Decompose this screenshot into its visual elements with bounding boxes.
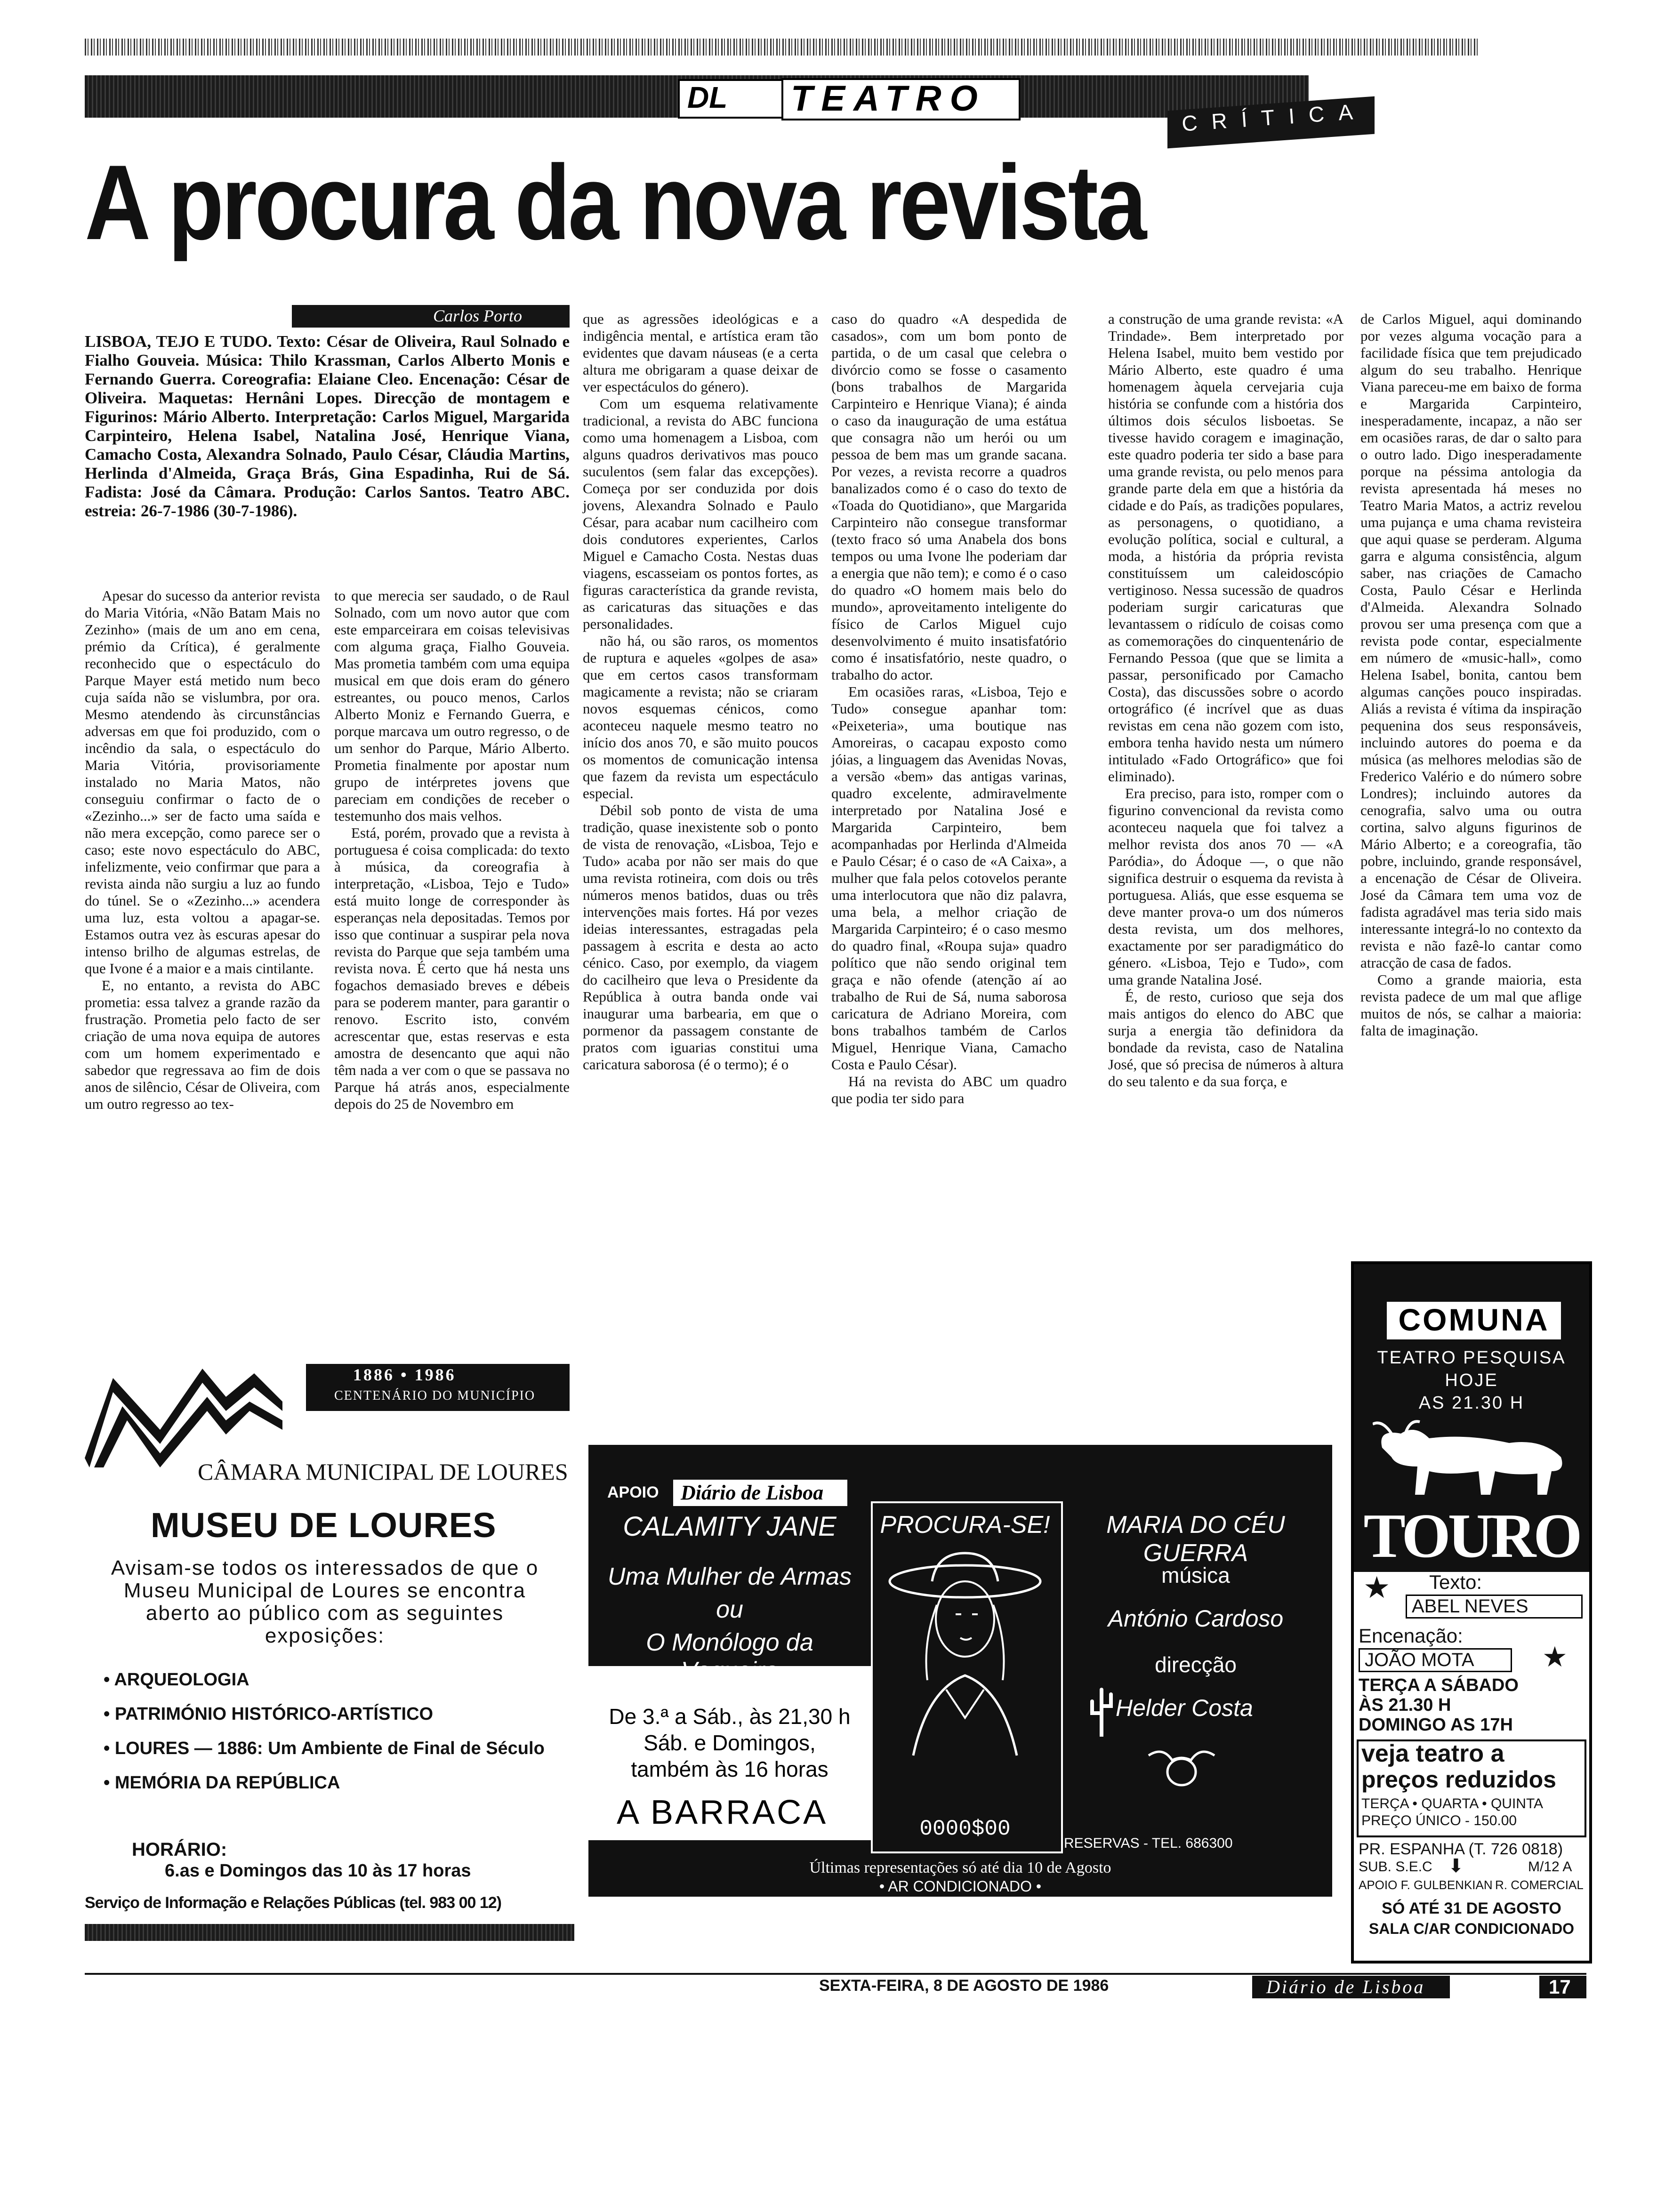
show-subtitle-1: Uma Mulher de Armas — [607, 1563, 852, 1590]
paragraph: Era preciso, para isto, romper com o figurino convencional da revista como aconteceu naquela que foi talvez a melhor revista dos anos 70 — «A Paródia», do Ádoque —, o que não significa destruir o esquema da revista à portuguesa. Aliás, que esse esquema se deve manter prova-o um dos números desta revista, um dos melhores, exactamente por ser paradigmático do género. «Lisboa, Tejo e Tudo», com uma grande Natalina José. — [1108, 785, 1343, 988]
paragraph: Está, porém, provado que a revista à portuguesa é coisa complicada: do texto à música, da coreografia à interpretação, «Lisboa, Tejo e Tudo» está muito longe de corresponder às esperanças nela depositadas. Temos por isso que continuar a suspirar pela nova revista do Parque que seja também uma revista nova. É certo que há nesta uns fogachos demasiado breves e débeis para se poderem manter, para garantir o renovo. Escrito isto, convém acrescentar que, estas reservas e esta amostra de desencanto que aqui não têm nada a ver com o que se passava no Parque há atrás anos, especialmente depois do 25 de Novembro em — [334, 825, 570, 1112]
exhibit-item: • ARQUEOLOGIA — [104, 1670, 249, 1690]
until-date: SÓ ATÉ 31 DE AGOSTO — [1382, 1899, 1561, 1917]
theatre-name: A BARRACA — [617, 1794, 828, 1831]
paragraph: to que merecia ser saudado, o de Raul Solnado, com um novo autor que com este emparceirara em coisas televisivas com alguma graça, Fialho Gouveia. Mas prometia também com uma equipa musical em que dois eram do género estreantes, ou pouco menos, Carlos Alberto Moniz e Fernando Guerra, e porque marcava um outro regresso, o de um senhor do Parque, Mário Alberto. Prometia finalmente por apostar num grupo de intérpretes jovens que pareciam em condições de receber o testemunho dos mais velhos. — [334, 587, 570, 824]
paragraph: Débil sob ponto de vista de uma tradição, quase inexistente sob o ponto de vista de renovação, «Lisboa, Tejo e Tudo» acaba por não ser mais do que uma revista rotineira, com dois ou três números menos batidos, duas ou três intervenções mais fortes. Há por vezes ideias interessantes, estragadas pela passagem à escrita e desta ao acto cénico. Caso, por exemplo, da viagem do cacilheiro que leva o Presidente da República à outra banda onde vai inaugurar uma barbearia, em que o pormenor da passagem constante de pratos com iguarias constitui uma caricatura saborosa (é o termo); é o — [583, 802, 818, 1073]
info-service: Serviço de Informação e Relações Públicas (tel. 983 00 12) — [85, 1894, 502, 1912]
page-number: 17 — [1549, 1976, 1571, 1998]
show-subtitle-2: ou — [716, 1596, 743, 1623]
schedule-2: Sáb. e Domingos, — [643, 1731, 816, 1755]
footer-paper: Diário de Lisboa — [1266, 1976, 1425, 1997]
section-logo-text: DL — [687, 80, 728, 114]
ad-barraca — [588, 1445, 1332, 1897]
comuna-name: COMUNA — [1398, 1302, 1550, 1337]
last-shows: Últimas representações só até dia 10 de Agosto — [809, 1859, 1111, 1876]
loures-logo-icon — [85, 1359, 282, 1467]
hours-label: HORÁRIO: — [132, 1839, 227, 1860]
director-name: Helder Costa — [1116, 1695, 1253, 1721]
paragraph: E, no entanto, a revista do ABC prometia: essa talvez a grande razão da frustração. Prometia pelo facto de ser criação de uma nova equipa de autores com um homem experimentado e sabedor que regressava ao fim de dois anos de silêncio, César de Oliveira, com um outro regresso ao tex- — [85, 977, 320, 1112]
address-3: M/12 A — [1528, 1859, 1572, 1875]
promo-price: PREÇO ÚNICO - 150.00 — [1361, 1813, 1517, 1828]
star-icon: ★ — [1363, 1571, 1391, 1604]
centenary-years: 1886 • 1986 — [353, 1365, 456, 1384]
apoio-label: APOIO — [607, 1483, 659, 1501]
comuna-line-2: HOJE — [1445, 1370, 1498, 1390]
critica-label: CRÍTICA — [1181, 98, 1368, 136]
centenary-label: CENTENÁRIO DO MUNICÍPIO — [334, 1388, 536, 1403]
address-2: SUB. S.E.C — [1359, 1859, 1432, 1875]
staging-label: Encenação: — [1359, 1625, 1463, 1647]
promo-days: TERÇA • QUARTA • QUINTA — [1361, 1796, 1544, 1811]
museum-intro: Avisam-se todos os interessados de que o Museu Municipal de Loures se encontra aberto ao público com as seguintes exposições: — [111, 1556, 539, 1647]
top-noise-strip — [85, 39, 1478, 56]
promo-line-1: veja teatro a — [1361, 1740, 1504, 1767]
exhibit-item: • PATRIMÓNIO HISTÓRICO-ARTÍSTICO — [104, 1704, 434, 1724]
show-title: CALAMITY JANE — [623, 1511, 837, 1542]
exhibit-item: • LOURES — 1886: Um Ambiente de Final de Século — [104, 1739, 545, 1758]
promo-line-2: preços reduzidos — [1361, 1766, 1556, 1793]
director-name: JOÃO MOTA — [1359, 1648, 1512, 1672]
show-subtitle-3: O Monólogo da — [646, 1629, 813, 1656]
cowgirl-illustration-icon — [885, 1548, 1045, 1765]
headline: A procura da nova revista — [85, 143, 1144, 262]
address-5: R. COMERCIAL — [1495, 1878, 1584, 1892]
schedule-3: também às 16 horas — [631, 1757, 828, 1781]
paragraph: Com um esquema relativamente tradicional, a revista do ABC funciona como uma homenagem a Lisboa, com alguns quadros derivativos mas pouco suculentos (sem falar das excepções). Começa por ser conduzida por dois jovens, Alexandra Solnado e Paulo César, para acabar num cacilheiro com dois condutores experientes, Carlos Miguel e Camacho Costa. Nestas duas viagens, escasseiam os pontos fortes, as figuras característica da grande revista, as caricaturas das situações e das personalidades. — [583, 395, 818, 632]
bull-icon — [1373, 1419, 1570, 1499]
ticket-price: 0000$00 — [919, 1817, 1011, 1841]
music-label: música — [1161, 1563, 1230, 1587]
article-column-1 — [85, 587, 320, 1113]
credits-text: LISBOA, TEJO E TUDO. Texto: César de Oliveira, Raul Solnado e Fialho Gouveia. Música: Thilo Krassman, Carlos Alberto Monis e Fernando Guerra. Coreografia: Elaiane Cleo. Encenação: César de Oliveira. Maquetas: Hernâni Lopes. Direcção de montagem e Figurinos: Mário Alberto. Interpretação: Carlos Miguel, Margarida Carpinteiro, Helena Isabel, Natalina José, Henrique Viana, Camacho Costa, Alexandra Solnado, Paulo César, Cláudia Martins, Herlinda d'Almeida, Graça Brás, Gina Espadinha, Rui de Sá. Fadista: José da Câmara. Produção: Carlos Santos. Teatro ABC. estreia: 26-7-1986 (30-7-1986). — [85, 332, 570, 520]
paragraph: que as agressões ideológicas e a indigência mental, e artística eram tão evidentes que davam náuseas (e a certa altura me obrigaram a quase deixar de ver espectáculos do género). — [583, 311, 818, 395]
paragraph: Em ocasiões raras, «Lisboa, Tejo e Tudo» consegue apanhar tom: «Peixeteria», uma boutique nas Amoreiras, o cacapau exposto como jóias, a linguagem das Avenidas Novas, a versão «bem» das antigas varinas, quadro excelente, admiravelmente interpretado por Natalina José e Margarida Carpinteiro, bem acompanhadas por Herlinda d'Almeida e Paulo César; é o caso de «A Caixa», a mulher que fala pelos cotovelos perante uma interlocutora que não diz palavra, uma bela, a melhor criação de Margarida Carpinteiro; é o caso mesmo do quadro final, «Roupa suja» quadro político que não sendo original tem graça e não ofende (atenção aí ao trabalho de Rui de Sá, numa saborosa caricatura de Adriano Moreira, com bons trabalhos também de Carlos Miguel, Henrique Viana, Camacho Costa e Paulo César). — [831, 683, 1067, 1073]
article-column-6 — [1360, 311, 1582, 1039]
direction-label: direcção — [1155, 1652, 1237, 1677]
actress-name: MARIA DO CÉU GUERRA — [1106, 1511, 1285, 1567]
days: TERÇA A SÁBADO — [1359, 1675, 1519, 1695]
article-credits — [85, 332, 570, 521]
ad-comuna — [1351, 1261, 1592, 1964]
article-column-5 — [1108, 311, 1343, 1090]
exhibit-list — [104, 1670, 551, 1807]
aircon-note: SALA C/AR CONDICIONADO — [1368, 1920, 1575, 1937]
hours: 6.as e Domingos das 10 às 17 horas — [165, 1861, 471, 1881]
author-name: ABEL NEVES — [1406, 1595, 1583, 1619]
address-4: APOIO F. GULBENKIAN — [1359, 1878, 1493, 1892]
ad-loures — [85, 1359, 574, 1952]
paragraph: Há na revista do ABC um quadro que podia ter sido para — [831, 1073, 1067, 1106]
paragraph: de Carlos Miguel, aqui dominando por vezes alguma vocação para a facilidade física que tem prejudicado algum do seu trabalho. Henrique Viana pareceu-me em baixo de forma e Margarida Carpinteiro, inesperadamente, incapaz, a não ser em ocasiões raras, de dar o salto para o outro lado. Digo inesperadamente porque na péssima antologia da revista apresentada há meses no Teatro Maria Matos, a actriz revelou uma pujança e uma chama revisteira que aqui quase se perderam. Alguma garra e alguma consistência, algum saber, nas criações de Camacho Costa, Paulo César e Herlinda d'Almeida. Alexandra Solnado provou ser uma presença com que a revista pode contar, especialmente em número de «music-hall», como Helena Isabel, bonita, cantou bem algumas canções pouco inspiradas. Aliás a revista é vítima da inspiração pequenina dos seus responsáveis, incluindo autores do poema e da música (as melhores melodias são de Frederico Valério e do número sobre Londres); incluindo autores da cenografia, salvo uma ou outra cortina, salvo alguns figurinos de Mário Alberto; e a coreografia, tão pobre, incluindo, grande responsável, a encenação de César de Oliveira. José da Câmara tem uma voz de fadista agradável mas teria sido mais interessante integrá-lo no contexto da revista e não fazê-lo cantar como atracção de casa de fados. — [1360, 311, 1582, 971]
comuna-line-3: AS 21.30 H — [1418, 1393, 1525, 1413]
paragraph: caso do quadro «A despedida de casados», com um bom ponto de partida, o de um casal que celebra o divórcio como se fosse o casamento (bons trabalhos de Margarida Carpinteiro e Henrique Viana); é ainda o caso da inauguração de uma estátua que consagra não um herói ou um pessoa de bem mas um grande sacana. Por vezes, a revista recorre a quadros banalizados como é o caso do texto de «Toada do Quotidiano», que Margarida Carpinteiro não consegue transformar (texto fraco só uma Anabela dos bons tempos ou uma Ivone lhe poderiam dar a energia que não tem); e como é o caso do quadro «O homem mais belo do mundo», aproveitamento inteligente do físico de Carlos Miguel cujo desenvolvimento é muito insatisfatório como é insatisfatório, neste quadro, o trabalho do actor. — [831, 311, 1067, 683]
byline: Carlos Porto — [433, 306, 523, 325]
wanted-label: PROCURA-SE! — [880, 1511, 1050, 1539]
play-title: TOURO — [1354, 1499, 1589, 1572]
footer-rule — [85, 1973, 1586, 1975]
paragraph: a construção de uma grande revista: «A Trindade». Bem interpretado por Helena Isabel, muito bem vestido por Mário Alberto, este quadro é uma homenagem àquela cervejaria cuja história se confunde com a história dos últimos dois séculos lisboetas. Se tivesse havido coragem e imaginação, este quadro poderia ter sido a base para uma grande revista, ou pelo menos para grande parte dela em que a história da cidade e do País, as tradições populares, as personagens, o quotidiano, a evolução política, social e cultural, a moda, a história da própria revista constituíssem um caleidoscópio vertiginoso. Nessa sucessão de quadros poderiam surgir caricaturas que levantassem o ridículo de coisas como as comemorações do cinquentenário de Fernando Pessoa (que que se limita a passar, personificado por Camacho Costa), das discussões sobre o acordo ortográfico (é incrível que as duas revistas em cena não gozem com isto, embora tenha havido nesta um número intitulado «Fado Ortográfico» que foi eliminado). — [1108, 311, 1343, 785]
council-name: CÂMARA MUNICIPAL DE LOURES — [198, 1459, 568, 1485]
exhibit-item: • MEMÓRIA DA REPÚBLICA — [104, 1773, 340, 1793]
skull-icon — [1144, 1746, 1219, 1788]
footer-date: SEXTA-FEIRA, 8 DE AGOSTO DE 1986 — [819, 1977, 1109, 1995]
time-2: DOMINGO AS 17H — [1359, 1715, 1513, 1735]
paragraph: Apesar do sucesso da anterior revista do Maria Vitória, «Não Batam Mais no Zezinho» (mais de um ano em cena, prémio da Crítica), é geralmente reconhecido que o espectáculo do Parque Mayer está metido num beco cuja saída não se vislumbra, por ora. Mesmo atendendo às circunstâncias adversas em que foi produzido, com o incêndio da sala, o espectáculo do Maria Vitória, provisoriamente instalado no Maria Matos, não conseguiu confirmar o facto de o «Zezinho...» ser de facto uma saída e não mera excepção, como parece ser o caso; este novo espectáculo do ABC, infelizmente, veio confirmar que para a revista ainda não surgiu a luz ao fundo do túnel. Se o «Zezinho...» acendera uma luz, esta voltou a apagar-se. Estamos outra vez às escuras apesar do intenso brilho de algumas estrelas, de que Ivone é a maior e a mais cintilante. — [85, 587, 320, 977]
schedule-1: De 3.ª a Sáb., às 21,30 h — [609, 1704, 851, 1729]
article-column-3 — [583, 311, 818, 1073]
paragraph: não há, ou são raros, os momentos de ruptura e aqueles «golpes de asa» que em certos casos transformam magicamente a revista; não se criaram novos esquemas cénicos, como aconteceu naquele mesmo teatro no início dos anos 70, e são muito poucos os momentos de comunicação intensa que fazem da revista um espectáculo especial. — [583, 633, 818, 801]
sponsor-name: Diário de Lisboa — [681, 1481, 824, 1504]
byline-bar — [292, 305, 570, 328]
text-label: Texto: — [1429, 1571, 1482, 1593]
paragraph: Como a grande maioria, esta revista padece de um mal que aflige muitos de nós, se calhar a maioria: falta de imaginação. — [1360, 971, 1582, 1039]
article-column-2 — [334, 587, 570, 1113]
section-title: TEATRO — [791, 79, 986, 119]
comuna-line-1: TEATRO PESQUISA — [1377, 1348, 1566, 1368]
composer-name: António Cardoso — [1108, 1605, 1284, 1632]
aircon-note: • AR CONDICIONADO • — [879, 1878, 1042, 1895]
reservations: RESERVAS - TEL. 686300 — [1064, 1835, 1233, 1851]
arrow-down-icon: ⬇ — [1448, 1856, 1464, 1876]
loures-bottom-bar — [85, 1924, 574, 1941]
address-1: PR. ESPANHA (T. 726 0818) — [1359, 1840, 1563, 1858]
star-icon: ★ — [1542, 1641, 1568, 1673]
cactus-icon — [1087, 1685, 1116, 1737]
paragraph: É, de resto, curioso que seja dos mais antigos do elenco do ABC que surja a energia tão definidora da bondade da revista, caso de Natalina José, que só precisa de números à altura do seu talento e da sua força, e — [1108, 988, 1343, 1090]
museum-title: MUSEU DE LOURES — [151, 1506, 497, 1545]
time-1: ÀS 21.30 H — [1359, 1695, 1451, 1715]
article-column-4 — [831, 311, 1067, 1107]
